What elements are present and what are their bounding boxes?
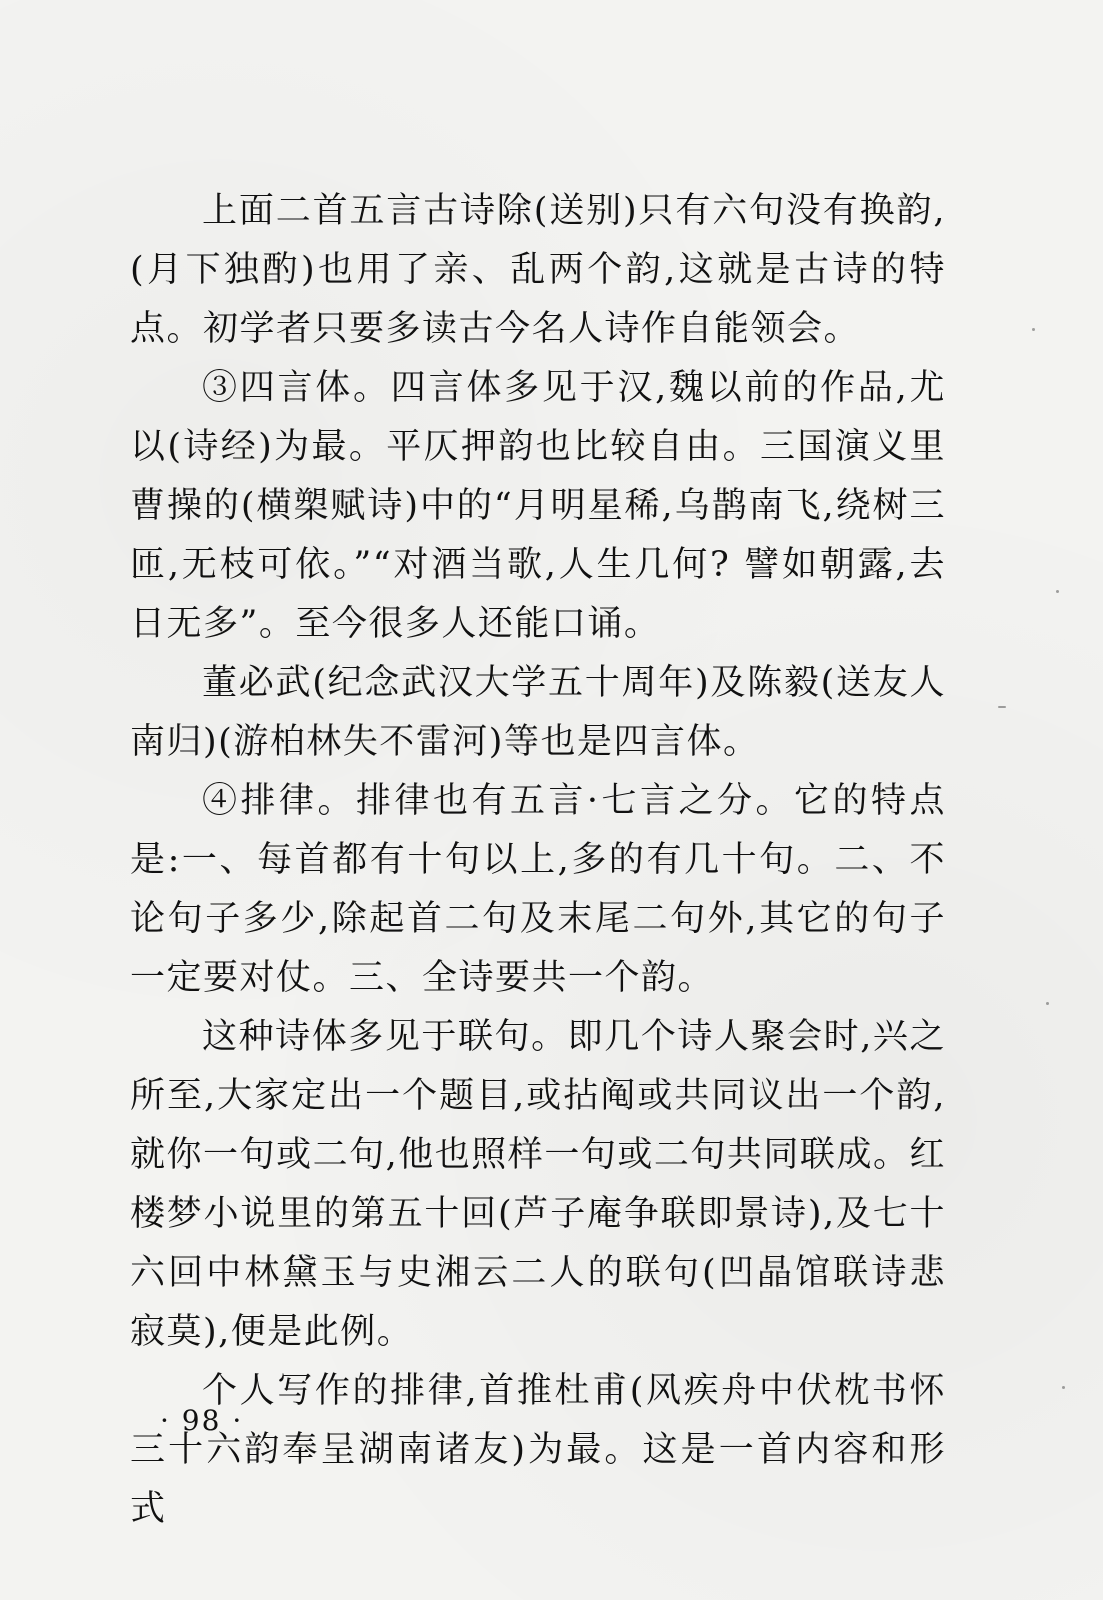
paragraph-6: 个人写作的排律,首推杜甫(风疾舟中伏枕书怀三十六韵奉呈湖南诸友)为最。这是一首内容和形式 bbox=[130, 1371, 946, 1529]
page-number: · 98 · bbox=[160, 1404, 244, 1437]
scan-speck bbox=[998, 706, 1006, 708]
paragraph-2: ③四言体。四言体多见于汉,魏以前的作品,尤以(诗经)为最。平仄押韵也比较自由。三国演义里曹操的(横槊赋诗)中的“月明星稀,乌鹊南飞,绕树三匝,无枝可依。”“对酒当歌,人生几何? 譬如朝露,去日无多”。至今很多人还能口诵。 bbox=[130, 368, 946, 644]
scan-speck bbox=[1032, 328, 1035, 331]
scan-speck bbox=[1062, 1386, 1065, 1389]
scan-speck bbox=[1056, 590, 1059, 593]
paragraph-5: 这种诗体多见于联句。即几个诗人聚会时,兴之所至,大家定出一个题目,或拈阄或共同议出一个韵,就你一句或二句,他也照样一句或二句共同联成。红楼梦小说里的第五十回(芦子庵争联即景诗),及七十六回中林黛玉与史湘云二人的联句(凹晶馆联诗悲寂莫),便是此例。 bbox=[130, 1017, 946, 1352]
paragraph-1: 上面二首五言古诗除(送别)只有六句没有换韵,(月下独酌)也用了亲、乱两个韵,这就是古诗的特点。初学者只要多读古今名人诗作自能领会。 bbox=[130, 191, 946, 349]
body-text bbox=[130, 182, 946, 1539]
paragraph-4: ④排律。排律也有五言·七言之分。它的特点是:一、每首都有十句以上,多的有几十句。二、不论句子多少,除起首二句及末尾二句外,其它的句子一定要对仗。三、全诗要共一个韵。 bbox=[130, 781, 946, 998]
scan-speck bbox=[1046, 1002, 1049, 1005]
paragraph-3: 董必武(纪念武汉大学五十周年)及陈毅(送友人南归)(游柏林失不雷河)等也是四言体。 bbox=[130, 663, 946, 762]
